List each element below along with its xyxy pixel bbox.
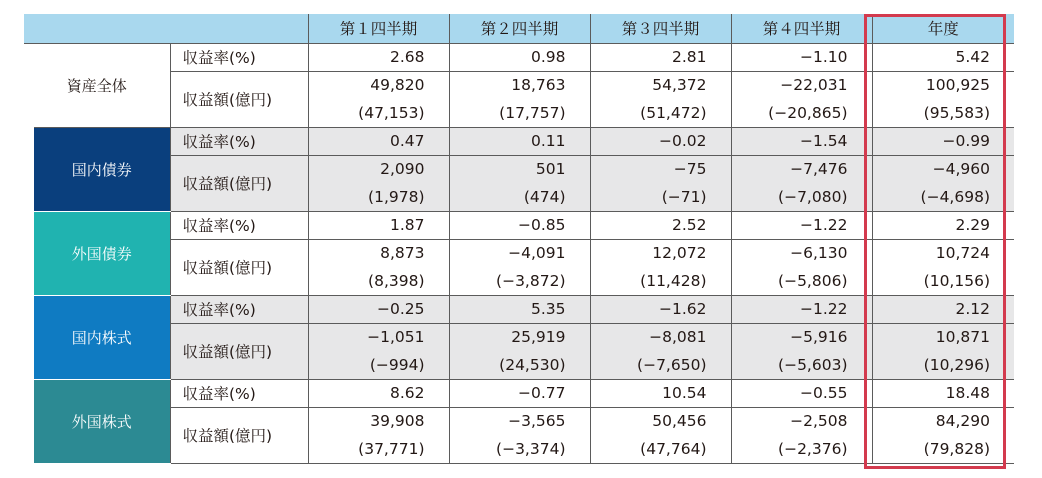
amount-paren-cell: (51,472) — [590, 99, 731, 127]
amount-paren-cell: (10,156) — [872, 267, 1014, 295]
amount-cell: −2,508 — [731, 407, 872, 435]
metric-rate-label: 収益率(%) — [170, 379, 308, 407]
rate-cell: −0.25 — [308, 295, 449, 323]
rate-cell: −0.99 — [872, 127, 1014, 155]
amount-paren-cell: (79,828) — [872, 435, 1014, 463]
header-q4: 第４四半期 — [731, 14, 872, 43]
amount-paren-cell: (−71) — [590, 183, 731, 211]
amount-paren-cell: (47,764) — [590, 435, 731, 463]
rate-cell: 0.11 — [449, 127, 590, 155]
asset-class-label: 国内債券 — [24, 127, 170, 211]
metric-amount-label: 収益額(億円) — [170, 155, 308, 211]
rate-cell: 18.48 — [872, 379, 1014, 407]
amount-paren-cell: (47,153) — [308, 99, 449, 127]
amount-cell: 100,925 — [872, 71, 1014, 99]
amount-cell: −7,476 — [731, 155, 872, 183]
rate-cell: 2.12 — [872, 295, 1014, 323]
amount-cell: −6,130 — [731, 239, 872, 267]
metric-amount-label: 収益額(億円) — [170, 407, 308, 463]
rate-cell: −1.62 — [590, 295, 731, 323]
rate-cell: 10.54 — [590, 379, 731, 407]
amount-cell: −3,565 — [449, 407, 590, 435]
amount-paren-cell: (95,583) — [872, 99, 1014, 127]
amount-cell: 501 — [449, 155, 590, 183]
header-q3: 第３四半期 — [590, 14, 731, 43]
amount-cell: 8,873 — [308, 239, 449, 267]
rate-cell: −0.85 — [449, 211, 590, 239]
amount-cell: 54,372 — [590, 71, 731, 99]
amount-paren-cell: (8,398) — [308, 267, 449, 295]
rate-cell: 1.87 — [308, 211, 449, 239]
amount-row — [24, 155, 1014, 183]
amount-cell: 49,820 — [308, 71, 449, 99]
rate-row — [24, 43, 1014, 71]
header-blank — [24, 14, 308, 43]
amount-cell: 10,871 — [872, 323, 1014, 351]
amount-cell: 50,456 — [590, 407, 731, 435]
amount-cell: −75 — [590, 155, 731, 183]
amount-cell: 39,908 — [308, 407, 449, 435]
amount-paren-cell: (−5,806) — [731, 267, 872, 295]
amount-paren-cell: (11,428) — [590, 267, 731, 295]
amount-paren-cell: (−3,872) — [449, 267, 590, 295]
header-row — [24, 14, 1014, 43]
amount-cell: 18,763 — [449, 71, 590, 99]
amount-cell: −4,091 — [449, 239, 590, 267]
amount-paren-cell: (10,296) — [872, 351, 1014, 379]
metric-rate-label: 収益率(%) — [170, 211, 308, 239]
amount-cell: −4,960 — [872, 155, 1014, 183]
header-q2: 第２四半期 — [449, 14, 590, 43]
amount-cell: −22,031 — [731, 71, 872, 99]
header-year: 年度 — [872, 14, 1014, 43]
rate-cell: 5.35 — [449, 295, 590, 323]
metric-rate-label: 収益率(%) — [170, 295, 308, 323]
amount-row — [24, 323, 1014, 351]
amount-paren-cell: (17,757) — [449, 99, 590, 127]
header-q1: 第１四半期 — [308, 14, 449, 43]
asset-class-label: 資産全体 — [24, 43, 170, 127]
metric-amount-label: 収益額(億円) — [170, 323, 308, 379]
rate-cell: −0.77 — [449, 379, 590, 407]
amount-cell: 25,919 — [449, 323, 590, 351]
amount-row — [24, 239, 1014, 267]
asset-class-label: 国内株式 — [24, 295, 170, 379]
rate-cell: 5.42 — [872, 43, 1014, 71]
amount-cell: 12,072 — [590, 239, 731, 267]
amount-cell: −5,916 — [731, 323, 872, 351]
amount-row — [24, 407, 1014, 435]
metric-rate-label: 収益率(%) — [170, 127, 308, 155]
metric-rate-label: 収益率(%) — [170, 43, 308, 71]
rate-cell: 8.62 — [308, 379, 449, 407]
rate-row — [24, 127, 1014, 155]
amount-paren-cell: (1,978) — [308, 183, 449, 211]
rate-row — [24, 211, 1014, 239]
amount-paren-cell: (−7,650) — [590, 351, 731, 379]
amount-paren-cell: (−5,603) — [731, 351, 872, 379]
amount-row — [24, 71, 1014, 99]
rate-cell: 2.81 — [590, 43, 731, 71]
metric-amount-label: 収益額(億円) — [170, 239, 308, 295]
rate-cell: −1.10 — [731, 43, 872, 71]
rate-cell: 2.52 — [590, 211, 731, 239]
rate-cell: −1.54 — [731, 127, 872, 155]
amount-cell: 2,090 — [308, 155, 449, 183]
amount-paren-cell: (−4,698) — [872, 183, 1014, 211]
amount-paren-cell: (−3,374) — [449, 435, 590, 463]
amount-cell: 10,724 — [872, 239, 1014, 267]
amount-paren-cell: (−20,865) — [731, 99, 872, 127]
rate-cell: −1.22 — [731, 211, 872, 239]
returns-table — [14, 14, 1014, 464]
rate-cell: −1.22 — [731, 295, 872, 323]
rate-cell: 0.98 — [449, 43, 590, 71]
rate-row — [24, 295, 1014, 323]
amount-cell: −1,051 — [308, 323, 449, 351]
metric-amount-label: 収益額(億円) — [170, 71, 308, 127]
amount-paren-cell: (−2,376) — [731, 435, 872, 463]
rate-cell: −0.55 — [731, 379, 872, 407]
rate-cell: 2.68 — [308, 43, 449, 71]
rate-cell: 0.47 — [308, 127, 449, 155]
amount-paren-cell: (37,771) — [308, 435, 449, 463]
asset-class-label: 外国債券 — [24, 211, 170, 295]
rate-cell: 2.29 — [872, 211, 1014, 239]
amount-paren-cell: (474) — [449, 183, 590, 211]
amount-paren-cell: (−7,080) — [731, 183, 872, 211]
amount-paren-cell: (−994) — [308, 351, 449, 379]
amount-paren-cell: (24,530) — [449, 351, 590, 379]
rate-row — [24, 379, 1014, 407]
asset-class-label: 外国株式 — [24, 379, 170, 463]
amount-cell: −8,081 — [590, 323, 731, 351]
amount-cell: 84,290 — [872, 407, 1014, 435]
rate-cell: −0.02 — [590, 127, 731, 155]
